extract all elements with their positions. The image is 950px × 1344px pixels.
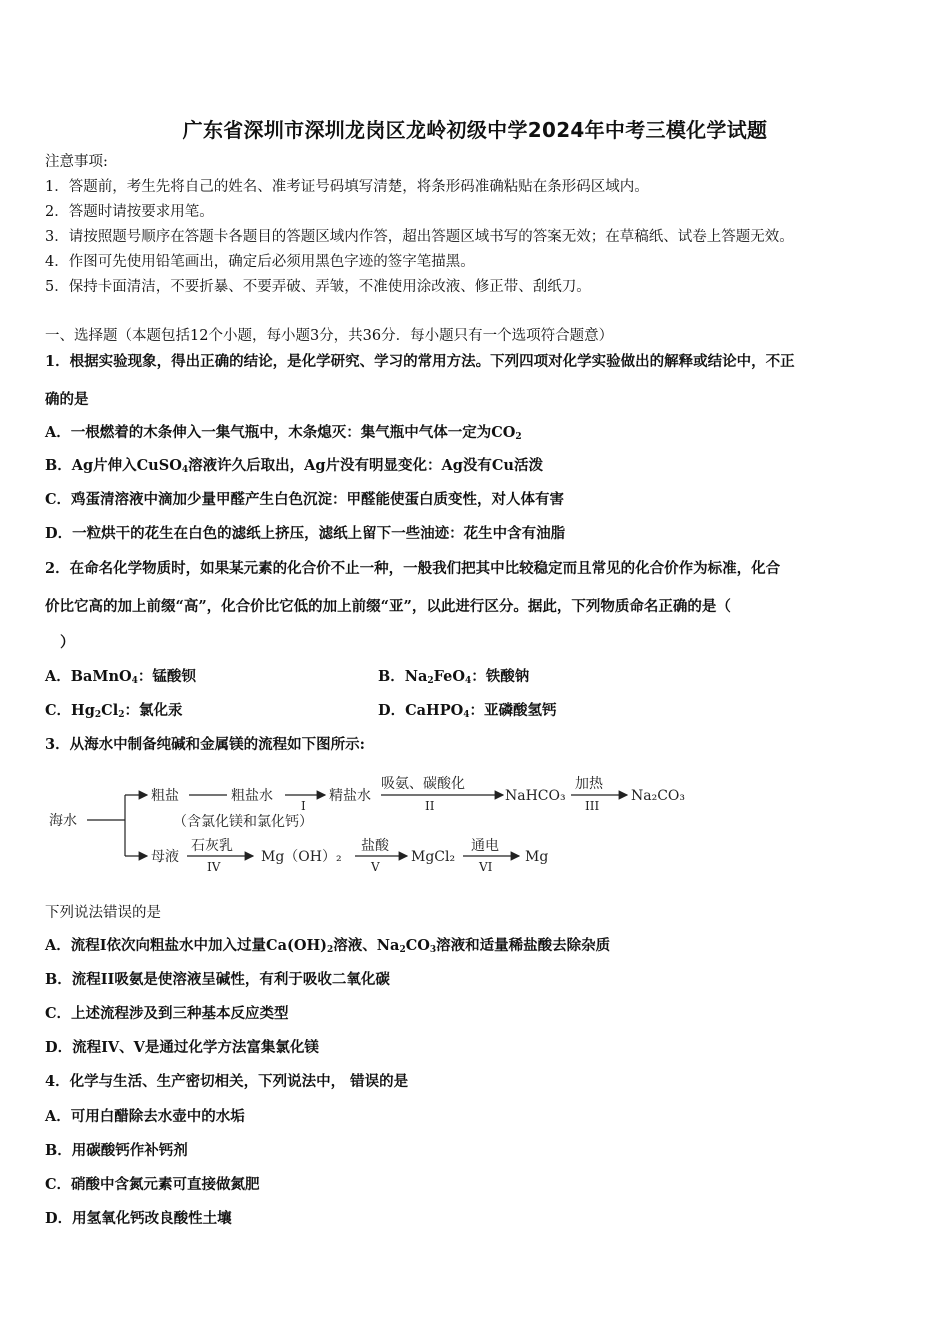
flow-mgcl2: MgCl₂ xyxy=(411,849,456,865)
flow-step-label: IV xyxy=(207,860,221,874)
notice-item: 3．请按照题号顺序在答题卡各题目的答题区域内作答，超出答题区域书写的答案无效；在草稿纸、试卷上答题无效。 xyxy=(45,229,794,245)
flow-mg: Mg xyxy=(525,849,549,865)
q2-option-a: A．BaMnO$_4$：锰酸钡 xyxy=(45,668,196,686)
q2-option-c: C．$Hg_2Cl_2$：氯化汞 xyxy=(45,702,183,720)
flow-step-label: V xyxy=(371,860,380,874)
flow-electrify-label: 通电 xyxy=(471,838,499,854)
flow-hcl-label: 盐酸 xyxy=(361,838,389,854)
q1-stem-cont: 确的是 xyxy=(45,391,89,408)
q1-option-b: B．Ag片伸入CuSO$_4$溶液许久后取出，Ag片没有明显变化：Ag没有Cu活泼 xyxy=(45,457,543,475)
q3-option-b: B．流程II吸氨是使溶液呈碱性，有利于吸收二氧化碳 xyxy=(45,971,390,988)
q2-stem-cont: 价比它高的加上前缀“高”，化合价比它低的加上前缀“亚”，以此进行区分。据此，下列物质命名正确的是（ xyxy=(45,598,731,615)
q4-option-a: A．可用白醋除去水壶中的水垢 xyxy=(45,1108,245,1125)
flow-step-label: VI xyxy=(479,860,493,874)
flow-mgoh2: Mg（OH）₂ xyxy=(261,849,342,865)
flow-seawater: 海水 xyxy=(49,813,77,829)
flow-heat-label: 加热 xyxy=(575,776,603,792)
q4-stem: 4．化学与生活、生产密切相关，下列说法中， 错误的是 xyxy=(45,1073,409,1090)
q1-stem: 1．根据实验现象，得出正确的结论，是化学研究、学习的常用方法。下列四项对化学实验做出的解释或结论中，不正 xyxy=(45,353,795,370)
q3-option-c: C．上述流程涉及到三种基本反应类型 xyxy=(45,1005,289,1022)
flow-brine: 粗盐水 xyxy=(231,788,273,804)
flow-mother-liquor: 母液 xyxy=(151,849,179,865)
flow-nahco3: NaHCO₃ xyxy=(505,788,566,804)
flow-step-label: III xyxy=(585,799,600,813)
q4-option-b: B．用碳酸钙作补钙剂 xyxy=(45,1142,188,1159)
q3-option-d: D．流程IV、V是通过化学方法富集氯化镁 xyxy=(45,1039,319,1056)
flow-na2co3: Na₂CO₃ xyxy=(631,788,686,804)
q3-stem: 3．从海水中制备纯碱和金属镁的流程如下图所示: xyxy=(45,736,365,753)
notice-heading: 注意事项: xyxy=(45,154,108,170)
q1-option-a: A．一根燃着的木条伸入一集气瓶中，木条熄灭：集气瓶中气体一定为$CO_2$ xyxy=(45,424,522,442)
section-heading: 一、选择题（本题包括12个小题，每小题3分，共36分．每小题只有一个选项符合题意） xyxy=(45,328,614,344)
q2-stem-close: ） xyxy=(60,634,75,651)
q2-stem: 2．在命名化学物质时，如果某元素的化合价不止一种，一般我们把其中比较稳定而且常见的化合价作为标准，化合 xyxy=(45,560,781,577)
flow-step-label: II xyxy=(425,799,435,813)
notice-item: 1．答题前，考生先将自己的姓名、准考证号码填写清楚，将条形码准确粘贴在条形码区域内。 xyxy=(45,179,649,195)
flow-pure-brine: 精盐水 xyxy=(329,788,371,804)
q3-option-a: A．流程I依次向粗盐水中加入过量$Ca(OH)_2$溶液、$Na_2CO_3$溶液和适量稀盐酸去除杂质 xyxy=(45,937,611,955)
page-title: 广东省深圳市深圳龙岗区龙岭初级中学2024年中考三模化学试题 xyxy=(182,118,768,142)
q2-option-d: D．CaHPO$_4$：亚磷酸氢钙 xyxy=(378,702,557,720)
q1-option-d: D．一粒烘干的花生在白色的滤纸上挤压，滤纸上留下一些油迹：花生中含有油脂 xyxy=(45,525,566,542)
flow-absorb-label: 吸氨、碳酸化 xyxy=(381,776,465,792)
q1-option-c: C．鸡蛋清溶液中滴加少量甲醛产生白色沉淀：甲醛能使蛋白质变性，对人体有害 xyxy=(45,491,565,508)
q2-option-b: B．$Na_2FeO_4$：铁酸钠 xyxy=(378,668,530,686)
flow-crude-salt: 粗盐 xyxy=(151,788,179,804)
flow-step-label: I xyxy=(301,799,306,813)
notice-item: 5．保持卡面清洁，不要折暴、不要弄破、弄皱，不准使用涂改液、修正带、刮纸刀。 xyxy=(45,279,591,295)
flow-lime-label: 石灰乳 xyxy=(191,838,233,854)
process-flow-diagram xyxy=(45,770,705,880)
notice-item: 2．答题时请按要求用笔。 xyxy=(45,204,214,220)
q3-question: 下列说法错误的是 xyxy=(45,905,161,921)
q4-option-c: C．硝酸中含氮元素可直接做氮肥 xyxy=(45,1176,260,1193)
flow-impurity-note: （含氯化镁和氯化钙） xyxy=(173,814,313,830)
q4-option-d: D．用氢氧化钙改良酸性土壤 xyxy=(45,1210,232,1227)
notice-item: 4．作图可先使用铅笔画出，确定后必须用黑色字迹的签字笔描黑。 xyxy=(45,254,475,270)
